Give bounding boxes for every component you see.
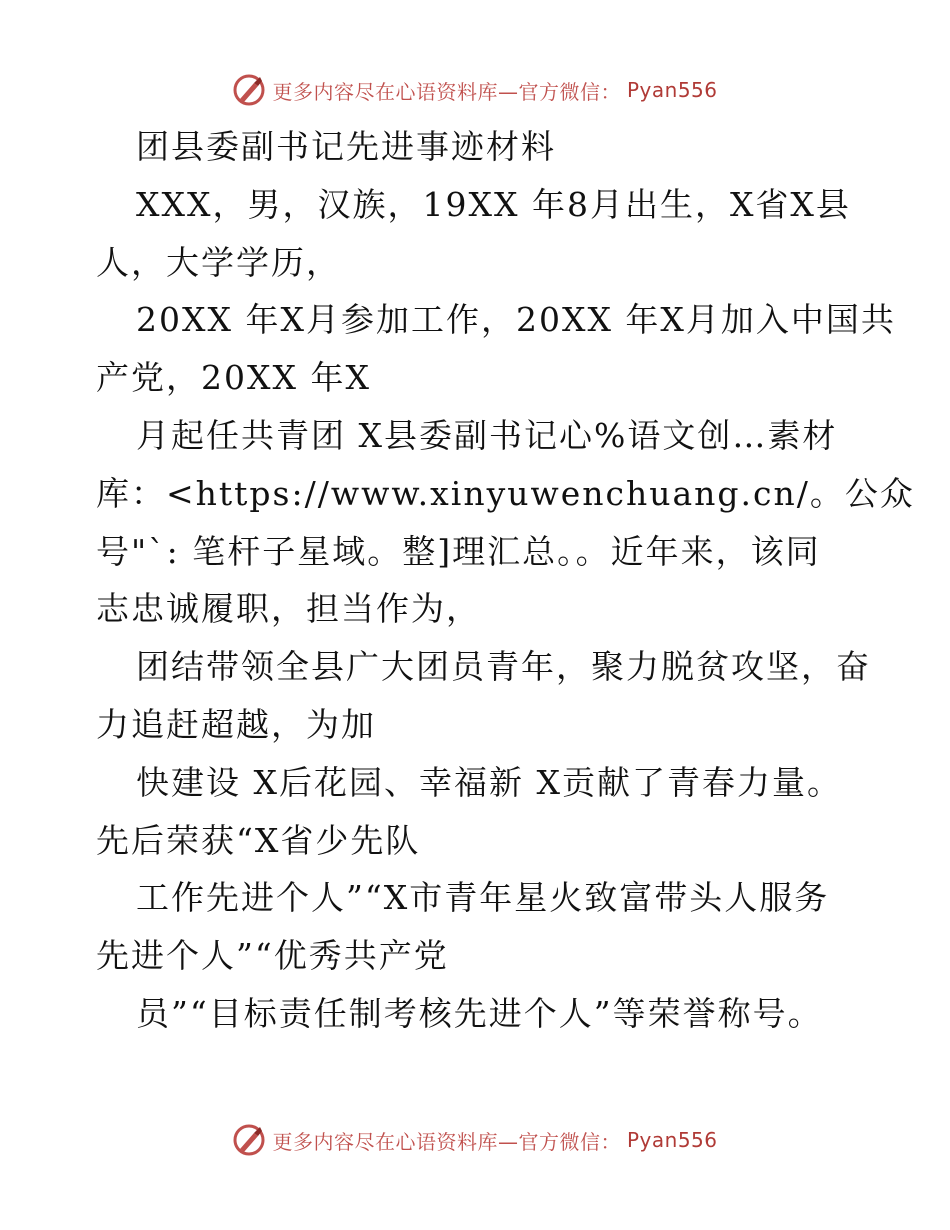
document-line: 库：<https://www.xinyuwenchuang.cn/。公众 <box>96 473 915 513</box>
document-line: 快建设 X后花园、幸福新 X贡献了青春力量。 <box>136 762 842 802</box>
red-pen-circle-logo-icon <box>232 1123 266 1157</box>
document-line: 先进个人”“优秀共产党 <box>96 936 449 976</box>
header-banner <box>0 70 950 110</box>
document-title: 团县委副书记先进事迹材料 <box>136 127 556 166</box>
footer-banner-text: 更多内容尽在心语资料库—官方微信： <box>272 1129 621 1154</box>
footer-banner-contact: Pyan556 <box>626 1128 718 1152</box>
footer-banner-inner <box>232 1123 717 1157</box>
document-line: 20XX 年X月参加工作，20XX 年X月加入中国共 <box>136 300 896 340</box>
document-body <box>96 118 915 1043</box>
document-line: 员”“目标责任制考核先进个人”等荣誉称号。 <box>136 993 823 1033</box>
header-banner-text: 更多内容尽在心语资料库—官方微信： <box>272 79 621 104</box>
footer-banner <box>0 1120 950 1160</box>
document-line: 产党，20XX 年X <box>96 358 371 398</box>
document-line: XXX，男，汉族，19XX 年8月出生，X省X县 <box>136 184 851 224</box>
document-line: 月起任共青团 X县委副书记心%语文创…素材 <box>136 415 838 455</box>
document-line: 号"`: 笔杆子星域。整]理汇总。。近年来，该同 <box>96 531 821 571</box>
header-banner-contact: Pyan556 <box>626 78 718 102</box>
document-line: 团结带领全县广大团员青年，聚力脱贫攻坚，奋 <box>136 647 871 687</box>
red-pen-circle-logo-icon <box>232 73 266 107</box>
document-line: 工作先进个人”“X市青年星火致富带头人服务 <box>136 878 830 918</box>
document-line: 人，大学学历， <box>96 242 341 282</box>
document-line: 力追赶超越，为加 <box>96 704 376 744</box>
header-banner-inner <box>232 73 717 107</box>
document-line: 先后荣获“X省少先队 <box>96 820 421 860</box>
document-line: 志忠诚履职，担当作为， <box>96 589 481 629</box>
